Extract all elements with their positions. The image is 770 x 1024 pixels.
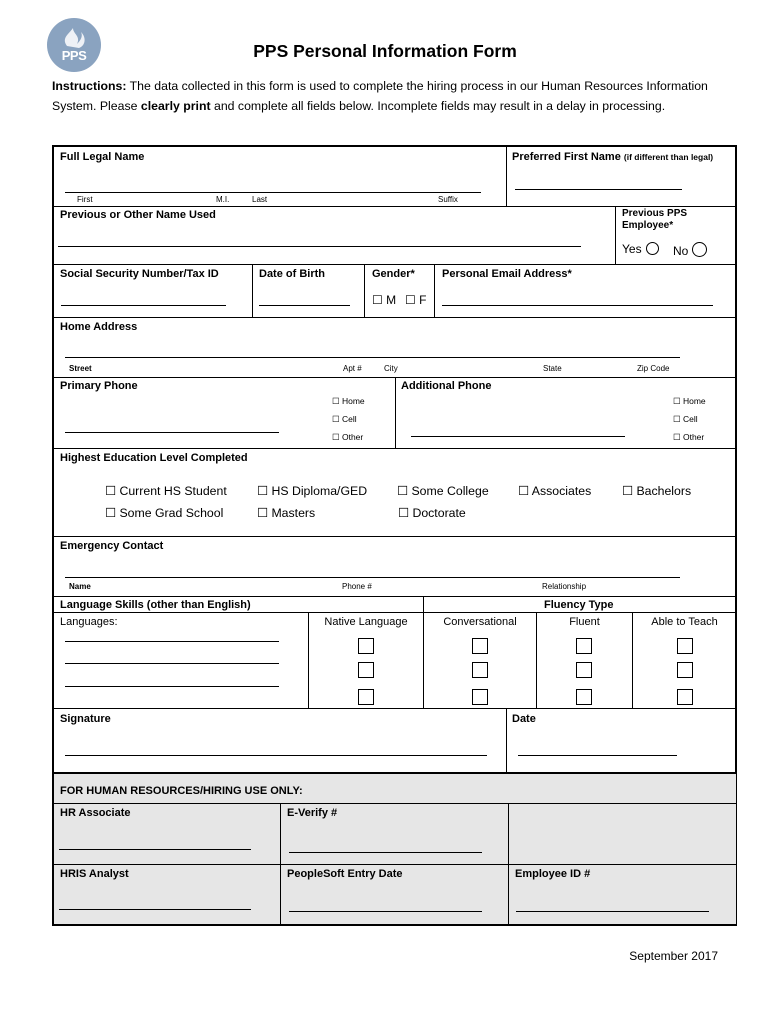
ssn-label: Social Security Number/Tax ID	[60, 268, 219, 280]
previous-employee-label-2: Employee*	[622, 220, 674, 231]
divider	[53, 612, 736, 613]
ssn-field[interactable]	[61, 305, 226, 306]
instructions-text-2: and complete all fields below. Incomplete fields may result in a delay in processing.	[210, 98, 666, 113]
additional-phone-label: Additional Phone	[401, 380, 492, 392]
instructions	[52, 77, 712, 116]
gender-m-option[interactable]: ☐ M	[372, 293, 397, 307]
previous-name-label: Previous or Other Name Used	[60, 209, 216, 221]
preferred-name-note: (if different than legal)	[623, 152, 714, 162]
additional-other-option[interactable]: ☐ Other	[673, 432, 705, 442]
divider	[53, 803, 736, 804]
suffix-caption: Suffix	[438, 195, 458, 204]
native-checkbox-2[interactable]	[358, 662, 374, 678]
apt-caption: Apt #	[343, 364, 362, 373]
gender-label: Gender*	[372, 268, 415, 280]
instructions-lead: Instructions:	[52, 79, 127, 93]
divider	[53, 206, 736, 207]
divider	[53, 264, 736, 265]
language-field-3[interactable]	[65, 686, 279, 687]
native-language-header: Native Language	[324, 616, 408, 628]
divider	[53, 536, 736, 537]
full-legal-name-label: Full Legal Name	[60, 151, 145, 163]
email-label: Personal Email Address*	[442, 268, 572, 280]
edu-hs-diploma[interactable]: ☐ HS Diploma/GED	[257, 484, 368, 498]
previous-employee-label: Previous PPS	[622, 208, 688, 219]
edu-masters[interactable]: ☐ Masters	[257, 506, 316, 520]
divider	[53, 596, 736, 597]
preferred-name-label	[512, 151, 713, 163]
street-caption: Street	[69, 364, 92, 373]
edu-doctorate[interactable]: ☐ Doctorate	[398, 506, 466, 520]
peoplesoft-field[interactable]	[289, 911, 482, 912]
divider	[53, 708, 736, 709]
home-address-label: Home Address	[60, 321, 138, 333]
teach-checkbox-1[interactable]	[677, 638, 693, 654]
divider	[506, 708, 507, 772]
fluent-checkbox-2[interactable]	[576, 662, 592, 678]
no-option[interactable]	[673, 242, 707, 258]
instructions-emphasis: clearly print	[140, 98, 211, 113]
conversational-checkbox-1[interactable]	[472, 638, 488, 654]
edu-current-hs[interactable]: ☐ Current HS Student	[105, 484, 227, 498]
primary-other-option[interactable]: ☐ Other	[332, 432, 364, 442]
divider	[508, 803, 509, 925]
primary-cell-option[interactable]: ☐ Cell	[332, 414, 357, 424]
instructions-text-1: The data collected in this form is used to complete the hiring process in our Human Resources Information System. Please	[52, 79, 708, 113]
edu-bachelors[interactable]: ☐ Bachelors	[622, 484, 692, 498]
hr-associate-field[interactable]	[59, 849, 251, 850]
employee-id-field[interactable]	[516, 911, 709, 912]
primary-home-option[interactable]: ☐ Home	[332, 396, 365, 406]
divider	[615, 206, 616, 264]
hr-associate-label: HR Associate	[60, 807, 131, 819]
divider	[423, 596, 424, 612]
email-field[interactable]	[442, 305, 713, 306]
no-radio[interactable]	[692, 242, 707, 257]
conversational-header: Conversational	[443, 616, 517, 628]
yes-radio[interactable]	[646, 242, 659, 255]
home-address-field[interactable]	[65, 357, 680, 358]
emergency-relationship-caption: Relationship	[542, 582, 587, 591]
mi-caption: M.I.	[216, 195, 230, 204]
preferred-name-text: Preferred First Name	[512, 151, 621, 163]
dob-field[interactable]	[259, 305, 350, 306]
divider	[364, 264, 365, 317]
fluency-type-label: Fluency Type	[544, 599, 614, 611]
language-field-2[interactable]	[65, 663, 279, 664]
hris-analyst-label: HRIS Analyst	[60, 868, 129, 880]
edu-some-grad[interactable]: ☐ Some Grad School	[105, 506, 224, 520]
hr-heading: FOR HUMAN RESOURCES/HIRING USE ONLY:	[60, 785, 303, 797]
last-caption: Last	[252, 195, 268, 204]
divider	[395, 377, 396, 448]
divider	[53, 317, 736, 318]
primary-phone-label: Primary Phone	[60, 380, 138, 392]
previous-name-field[interactable]	[58, 246, 581, 247]
additional-phone-field[interactable]	[411, 436, 625, 437]
city-caption: City	[384, 364, 398, 373]
peoplesoft-label: PeopleSoft Entry Date	[287, 868, 403, 880]
state-caption: State	[543, 364, 562, 373]
logo-text: PPS	[61, 48, 87, 63]
divider	[506, 146, 507, 206]
language-skills-label: Language Skills (other than English)	[60, 599, 251, 611]
emergency-contact-field[interactable]	[65, 577, 680, 578]
edu-associates[interactable]: ☐ Associates	[518, 484, 592, 498]
additional-home-option[interactable]: ☐ Home	[673, 396, 706, 406]
signature-date-field[interactable]	[518, 755, 677, 756]
no-label: No	[673, 244, 689, 258]
native-checkbox-1[interactable]	[358, 638, 374, 654]
primary-phone-field[interactable]	[65, 432, 279, 433]
gender-f-option[interactable]: ☐ F	[405, 293, 427, 307]
fluent-checkbox-1[interactable]	[576, 638, 592, 654]
languages-label: Languages:	[60, 616, 118, 628]
footer-date: September 2017	[629, 949, 718, 963]
emergency-name-caption: Name	[69, 582, 91, 591]
teach-checkbox-3[interactable]	[677, 689, 693, 705]
divider	[53, 448, 736, 449]
native-checkbox-3[interactable]	[358, 689, 374, 705]
first-caption: First	[77, 195, 93, 204]
zip-caption: Zip Code	[637, 364, 670, 373]
edu-some-college[interactable]: ☐ Some College	[397, 484, 489, 498]
divider	[53, 864, 736, 865]
hris-analyst-field[interactable]	[59, 909, 251, 910]
divider	[434, 264, 435, 317]
divider	[280, 803, 281, 925]
page-title: PPS Personal Information Form	[253, 41, 517, 61]
everify-label: E-Verify #	[287, 807, 338, 819]
yes-label: Yes	[622, 242, 642, 256]
able-to-teach-header: Able to Teach	[651, 616, 718, 628]
divider	[252, 264, 253, 317]
emergency-phone-caption: Phone #	[342, 582, 372, 591]
education-label: Highest Education Level Completed	[60, 452, 248, 464]
fluent-checkbox-3[interactable]	[576, 689, 592, 705]
teach-checkbox-2[interactable]	[677, 662, 693, 678]
employee-id-label: Employee ID #	[515, 868, 591, 880]
conversational-checkbox-3[interactable]	[472, 689, 488, 705]
full-legal-name-field[interactable]	[65, 192, 481, 193]
additional-cell-option[interactable]: ☐ Cell	[673, 414, 698, 424]
conversational-checkbox-2[interactable]	[472, 662, 488, 678]
preferred-name-field[interactable]	[515, 189, 682, 190]
signature-label: Signature	[60, 713, 111, 725]
everify-field[interactable]	[289, 852, 482, 853]
language-field-1[interactable]	[65, 641, 279, 642]
signature-date-label: Date	[512, 713, 536, 725]
dob-label: Date of Birth	[259, 268, 325, 280]
signature-field[interactable]	[65, 755, 487, 756]
emergency-contact-label: Emergency Contact	[60, 540, 164, 552]
fluent-header: Fluent	[569, 616, 600, 628]
yes-option[interactable]	[622, 242, 659, 256]
